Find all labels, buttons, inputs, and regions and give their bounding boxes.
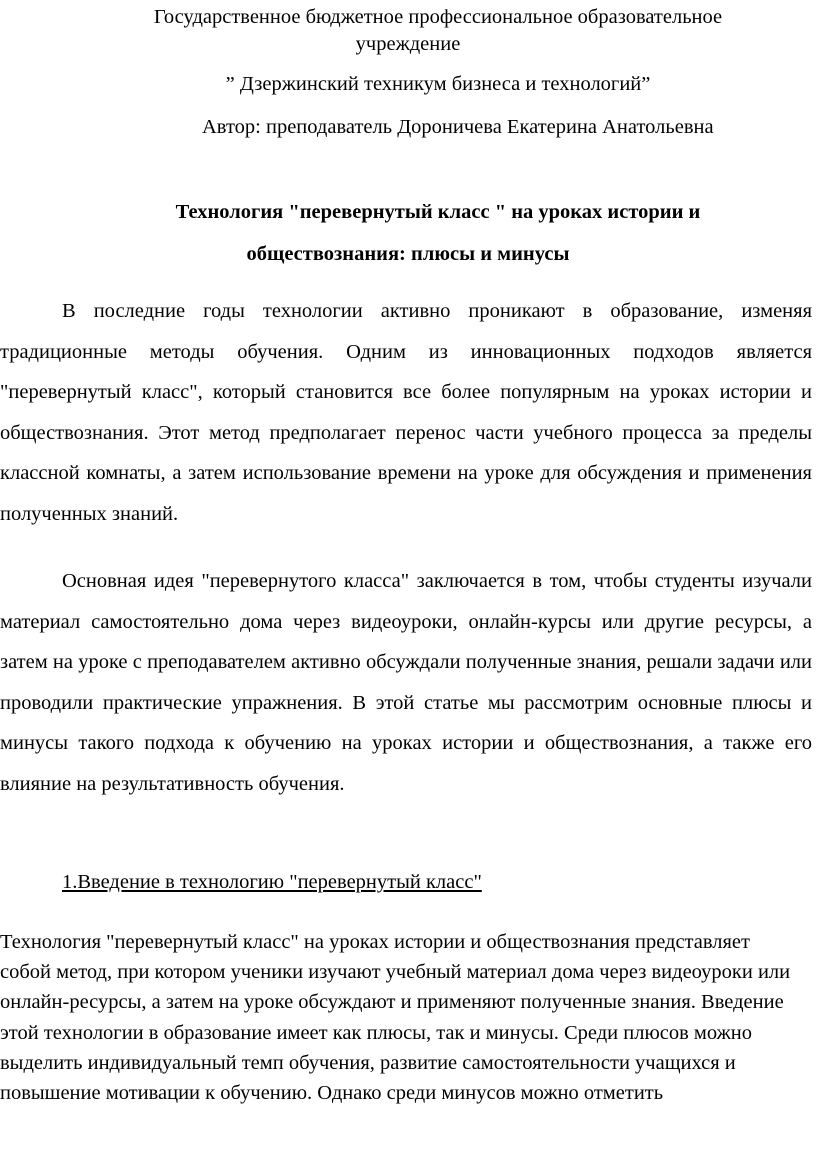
organization-name [0,4,816,58]
college-name: ” Дзержинский техникум бизнеса и технологий” [225,73,651,95]
article-title-line2: обществознания: плюсы и минусы [246,243,570,265]
organization-name-line2: учреждение [355,33,461,55]
author-line: Автор: преподаватель Дороничева Екатерина Анатольевна [202,116,714,138]
section-heading: 1.Введение в технологию "перевернутый класс" [62,871,482,893]
paragraph-text: Основная идея "перевернутого класса" заключается в том, чтобы студенты изучали материал самостоятельно дома через видеоуроки, онлайн-курсы или другие ресурсы, а затем на уроке с преподавателем активно обсуждали полученные знания, решали задачи или проводили практические упражнения. В этой статье мы рассмотрим основные плюсы и минусы такого подхода к обучению на уроках истории и обществознания, а также его влияние на результативность обучения. [0,570,812,795]
organization-name-line1: Государственное бюджетное профессиональное образовательное [153,6,723,28]
paragraph-text: В последние годы технологии активно проникают в образование, изменяя традиционные методы обучения. Одним из инновационных подходов является "перевернутый класс", который становится все более популярным на уроках истории и обществознания. Этот метод предполагает перенос части учебного процесса за пределы классной комнаты, а затем использование времени на уроке для обсуждения и применения полученных знаний. [0,300,812,525]
body-paragraph-3: Технология "перевернутый класс" на уроках истории и обществознания представляет собой метод, при котором ученики изучают учебный материал дома через видеоуроки или онлайн-ресурсы, а затем на уроке обсуждают и применяют полученные знания. Введение этой технологии в образование имеет как плюсы, так и минусы. Среди плюсов можно выделить индивидуальный темп обучения, развитие самостоятельности учащихся и повышение мотивации к обучению. Однако среди минусов можно отметить [0,931,791,1105]
body-paragraph-2 [0,561,812,804]
article-title-line1: Технология "перевернутый класс " на уроках истории и [175,201,701,223]
body-paragraph-1 [0,291,812,534]
